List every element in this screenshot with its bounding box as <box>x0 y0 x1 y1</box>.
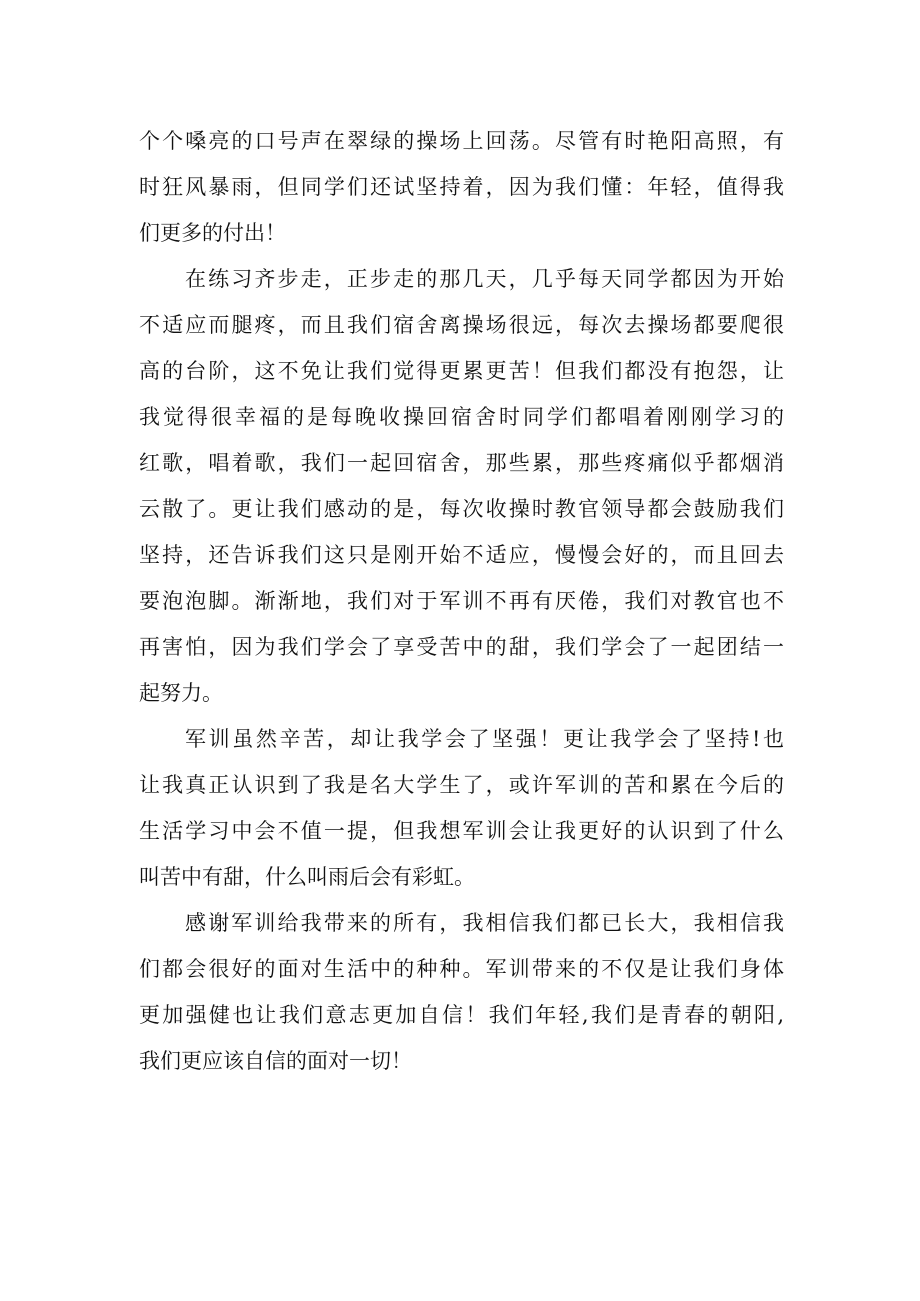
text-line: 坚持，还告诉我们这只是刚开始不适应，慢慢会好的，而且回去 <box>139 543 784 567</box>
paragraph <box>139 256 784 716</box>
text-line: 红歌，唱着歌，我们一起回宿舍，那些累，那些疼痛似乎都烟消 <box>139 451 784 475</box>
document-body <box>139 118 784 1084</box>
text-line: 我们更应该自信的面对一切！ <box>139 1049 412 1073</box>
text-line: 在练习齐步走，正步走的那几天，几乎每天同学都因为开始 <box>185 267 784 291</box>
text-line: 感谢军训给我带来的所有，我相信我们都已长大，我相信我 <box>185 911 784 935</box>
text-line: 要泡泡脚。渐渐地，我们对于军训不再有厌倦，我们对教官也不 <box>139 589 784 613</box>
text-line: 个个嗓亮的口号声在翠绿的操场上回荡。尽管有时艳阳高照，有 <box>139 129 784 153</box>
paragraph <box>139 900 784 1084</box>
text-line: 起努力。 <box>139 681 223 705</box>
text-line: 让我真正认识到了我是名大学生了，或许军训的苦和累在今后的 <box>139 773 784 797</box>
text-line: 们更多的付出！ <box>139 221 286 245</box>
text-line: 们都会很好的面对生活中的种种。军训带来的不仅是让我们身体 <box>139 957 784 981</box>
text-line: 不适应而腿疼，而且我们宿舍离操场很远，每次去操场都要爬很 <box>139 313 784 337</box>
text-line: 云散了。更让我们感动的是，每次收操时教官领导都会鼓励我们 <box>139 497 784 521</box>
paragraph <box>139 716 784 900</box>
text-line: 我觉得很幸福的是每晚收操回宿舍时同学们都唱着刚刚学习的 <box>139 405 784 429</box>
text-line: 时狂风暴雨，但同学们还试坚持着，因为我们懂：年轻，值得我 <box>139 175 784 199</box>
text-line: 高的台阶，这不免让我们觉得更累更苦！但我们都没有抱怨，让 <box>139 359 784 383</box>
paragraph <box>139 118 784 256</box>
text-line: 叫苦中有甜，什么叫雨后会有彩虹。 <box>139 865 475 889</box>
text-line: 生活学习中会不值一提，但我想军训会让我更好的认识到了什么 <box>139 819 784 843</box>
text-line: 更加强健也让我们意志更加自信！我们年轻,我们是青春的朝阳, <box>139 1003 784 1027</box>
text-line: 再害怕，因为我们学会了享受苦中的甜，我们学会了一起团结一 <box>139 635 784 659</box>
text-line: 军训虽然辛苦，却让我学会了坚强！更让我学会了坚持!也 <box>185 727 784 751</box>
